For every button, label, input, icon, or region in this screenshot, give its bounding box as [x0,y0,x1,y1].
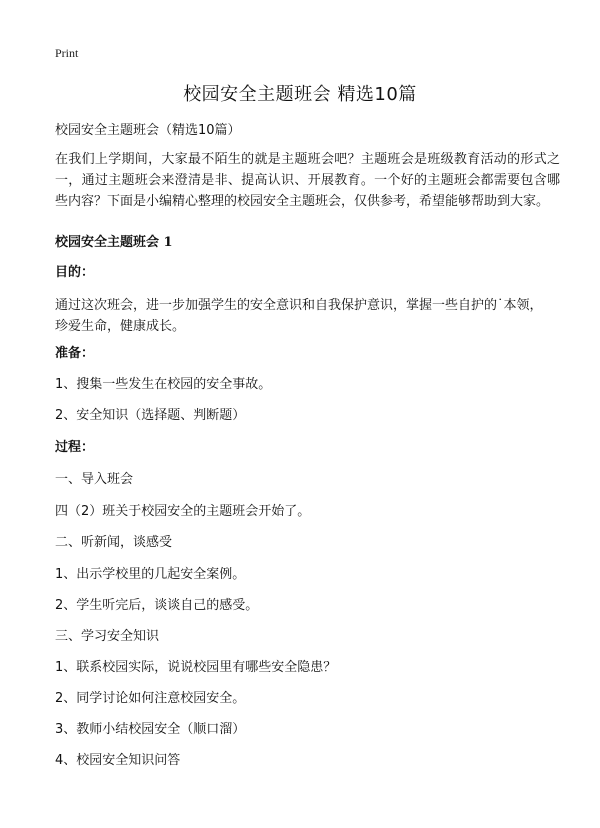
process-item: 4、校园安全知识问答 [55,753,181,768]
document-title: 校园安全主题班会 精选10篇 [183,84,417,105]
section-heading: 校园安全主题班会 1 [55,235,173,250]
intro-paragraph: 在我们上学期间，大家最不陌生的就是主题班会吧？主题班会是班级教育活动的形式之一，通过主题班会来澄清是非、提高认识、开展教育。一个好的主题班会都需要包含哪些内容？下面是小编精心整理的校园安全主题班会，仅供参考，希望能够帮助到大家。 [55,152,560,209]
process-item: 2、学生听完后，谈谈自己的感受。 [55,598,259,613]
process-item: 2、同学讨论如何注意校园安全。 [55,691,246,706]
process-item: 三、学习安全知识 [55,629,160,644]
process-item: 四（2）班关于校园安全的主题班会开始了。 [55,504,311,519]
process-item: 一、导入班会 [55,472,134,487]
process-heading: 过程： [55,440,95,455]
preparation-item: 2、安全知识（选择题、判断题） [55,408,246,423]
print-label: Print [55,46,79,60]
document-subtitle: 校园安全主题班会（精选10篇） [55,123,241,138]
purpose-heading: 目的： [55,265,95,280]
process-item: 3、教师小结校园安全（顺口溜） [55,722,246,737]
preparation-item: 1、搜集一些发生在校园的安全事故。 [55,377,272,392]
process-item: 1、联系校园实际，说说校园里有哪些安全隐患？ [55,660,337,675]
purpose-paragraph: 通过这次班会，进一步加强学生的安全意识和自我保护意识，掌握一些自护的˙本领，珍爱生命，健康成长。 [55,298,543,334]
process-item: 1、出示学校里的几起安全案例。 [55,567,246,582]
preparation-heading: 准备： [55,346,95,361]
process-item: 二、听新闻，谈感受 [55,535,173,550]
